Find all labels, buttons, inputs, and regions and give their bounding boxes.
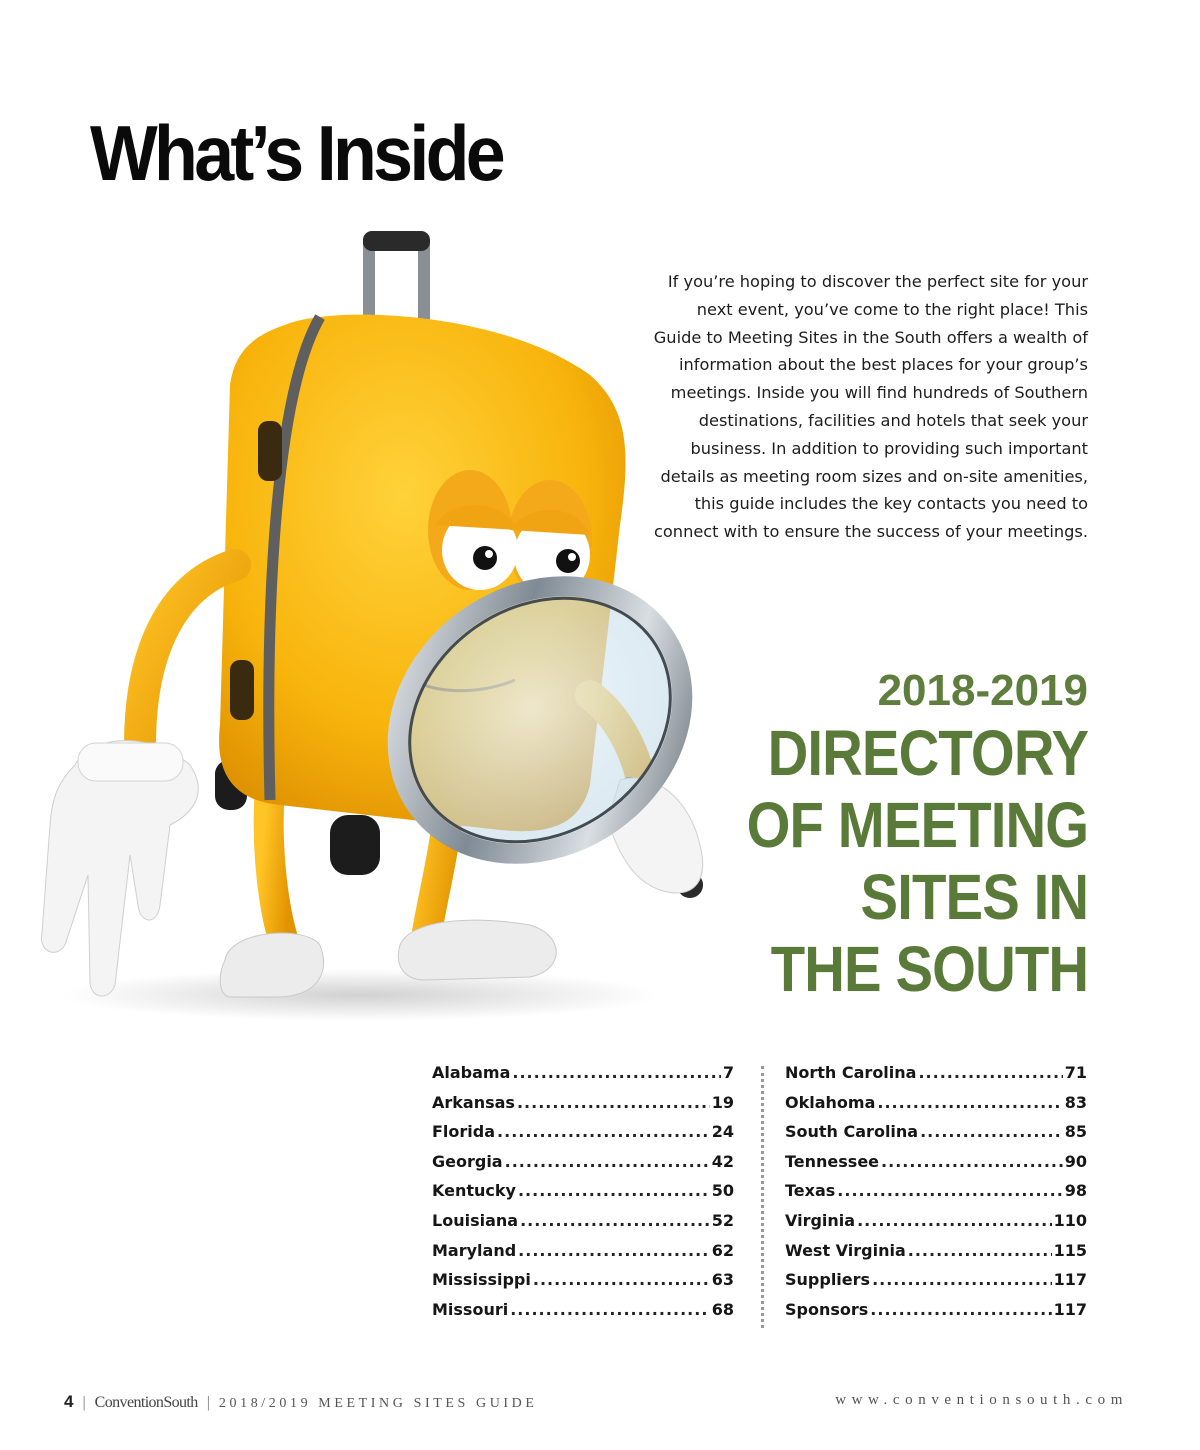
toc-entry-name: Sponsors	[785, 1299, 869, 1319]
toc-entry[interactable]	[785, 1063, 1087, 1093]
toc-entry-name: Maryland	[432, 1240, 517, 1260]
toc-leader-dots	[505, 1152, 710, 1171]
toc-entry-page: 98	[1064, 1181, 1087, 1201]
heading-line-4: THE SOUTH	[770, 933, 1088, 1005]
toc-entry-name: Alabama	[432, 1063, 511, 1082]
footer-page-number: 4	[64, 1392, 74, 1411]
toc-leader-dots	[918, 1063, 1062, 1082]
toc-leader-dots	[512, 1063, 720, 1082]
toc-entry-page: 117	[1053, 1270, 1087, 1290]
toc-entry-page: 50	[711, 1181, 734, 1201]
toc-leader-dots	[837, 1181, 1062, 1200]
toc-entry-page: 63	[711, 1270, 734, 1290]
toc-leader-dots	[908, 1241, 1052, 1260]
toc-entry-page: 42	[711, 1151, 734, 1171]
footer-guide-title: 2018/2019 MEETING SITES GUIDE	[218, 1396, 538, 1411]
toc-entry[interactable]	[785, 1270, 1087, 1300]
toc-entry-name: Missouri	[432, 1299, 509, 1319]
toc-entry[interactable]	[432, 1241, 734, 1271]
toc-leader-dots	[877, 1093, 1062, 1112]
toc-entry-name: Mississippi	[432, 1270, 531, 1290]
footer-url[interactable]: www.conventionsouth.com	[835, 1392, 1128, 1408]
toc-entry[interactable]	[432, 1211, 734, 1241]
suitcase-character-illustration	[30, 225, 750, 1025]
toc-entry-name: Virginia	[785, 1210, 856, 1230]
toc-entry-name: Louisiana	[432, 1210, 519, 1230]
toc-entry[interactable]	[785, 1181, 1087, 1211]
toc-entry-page: 83	[1064, 1092, 1087, 1112]
toc-entry-page: 90	[1064, 1151, 1087, 1171]
toc-leader-dots	[518, 1181, 710, 1200]
toc-dotted-divider	[761, 1066, 764, 1328]
toc-leader-dots	[510, 1300, 710, 1319]
toc-entry[interactable]	[432, 1181, 734, 1211]
footer-publication: ConventionSouth	[94, 1394, 198, 1411]
toc-entry[interactable]	[432, 1122, 734, 1152]
heading-line-3: SITES IN	[860, 861, 1088, 933]
toc-entry[interactable]	[785, 1300, 1087, 1330]
toc-entry-name: Florida	[432, 1122, 496, 1142]
directory-heading	[700, 665, 1088, 1005]
heading-line-1: DIRECTORY	[767, 717, 1088, 789]
toc-entry-page: 52	[711, 1210, 734, 1230]
toc-entry-page: 68	[711, 1299, 734, 1319]
footer-separator: |	[82, 1394, 86, 1411]
toc-leader-dots	[520, 1211, 710, 1230]
toc-entry[interactable]	[432, 1063, 734, 1093]
toc-leader-dots	[533, 1270, 710, 1289]
footer-separator: |	[206, 1394, 210, 1411]
heading-years: 2018-2019	[877, 666, 1088, 715]
toc-entry[interactable]	[785, 1152, 1087, 1182]
page-title: What’s Inside	[90, 109, 503, 197]
intro-paragraph: If you’re hoping to discover the perfect site for your next event, you’ve come to the right place! This Guide to Meeting Sites in the South offers a wealth of information about the best places for your group’s meetings. Inside you will find hundreds of Southern destinations, facilities and hotels that seek your business. In addition to providing such important details as meeting room sizes and on-site amenities, this guide includes the key contacts you need to connect with to ensure the success of your meetings.	[653, 272, 1088, 542]
toc-entry-page: 117	[1053, 1299, 1087, 1319]
toc-entry-page: 62	[711, 1240, 734, 1260]
toc-leader-dots	[872, 1270, 1052, 1289]
toc-entry-name: North Carolina	[785, 1063, 917, 1082]
toc-entry-name: Texas	[785, 1181, 836, 1201]
toc-left-column	[432, 1063, 734, 1329]
toc-entry-name: Oklahoma	[785, 1092, 876, 1112]
toc-entry[interactable]	[785, 1241, 1087, 1271]
toc-leader-dots	[497, 1122, 710, 1141]
toc-right-column	[785, 1063, 1087, 1329]
toc-leader-dots	[920, 1122, 1063, 1141]
toc-leader-dots	[881, 1152, 1063, 1171]
toc-leader-dots	[870, 1300, 1051, 1319]
toc-entry-page: 110	[1053, 1210, 1087, 1230]
toc-entry-name: Georgia	[432, 1151, 503, 1171]
toc-entry[interactable]	[785, 1122, 1087, 1152]
toc-leader-dots	[518, 1241, 710, 1260]
toc-leader-dots	[857, 1211, 1052, 1230]
toc-entry-page: 24	[711, 1122, 734, 1142]
toc-entry-name: Arkansas	[432, 1092, 515, 1112]
toc-entry-name: South Carolina	[785, 1122, 919, 1142]
toc-entry[interactable]	[432, 1300, 734, 1330]
toc-entry[interactable]	[432, 1270, 734, 1300]
toc-entry[interactable]	[432, 1093, 734, 1123]
toc-entry-name: Tennessee	[785, 1151, 880, 1171]
page-footer	[64, 1392, 538, 1412]
toc-entry-page: 85	[1064, 1122, 1087, 1142]
toc-entry-page: 71	[1064, 1063, 1087, 1082]
toc-entry-name: Suppliers	[785, 1270, 871, 1290]
toc-entry-page: 115	[1053, 1240, 1087, 1260]
heading-line-2: OF MEETING	[746, 789, 1088, 861]
toc-entry[interactable]	[432, 1152, 734, 1182]
toc-entry-name: Kentucky	[432, 1181, 516, 1201]
toc-entry[interactable]	[785, 1093, 1087, 1123]
toc-entry-name: West Virginia	[785, 1240, 906, 1260]
toc-entry[interactable]	[785, 1211, 1087, 1241]
toc-leader-dots	[517, 1093, 710, 1112]
toc-entry-page: 7	[722, 1063, 734, 1082]
toc-entry-page: 19	[711, 1092, 734, 1112]
